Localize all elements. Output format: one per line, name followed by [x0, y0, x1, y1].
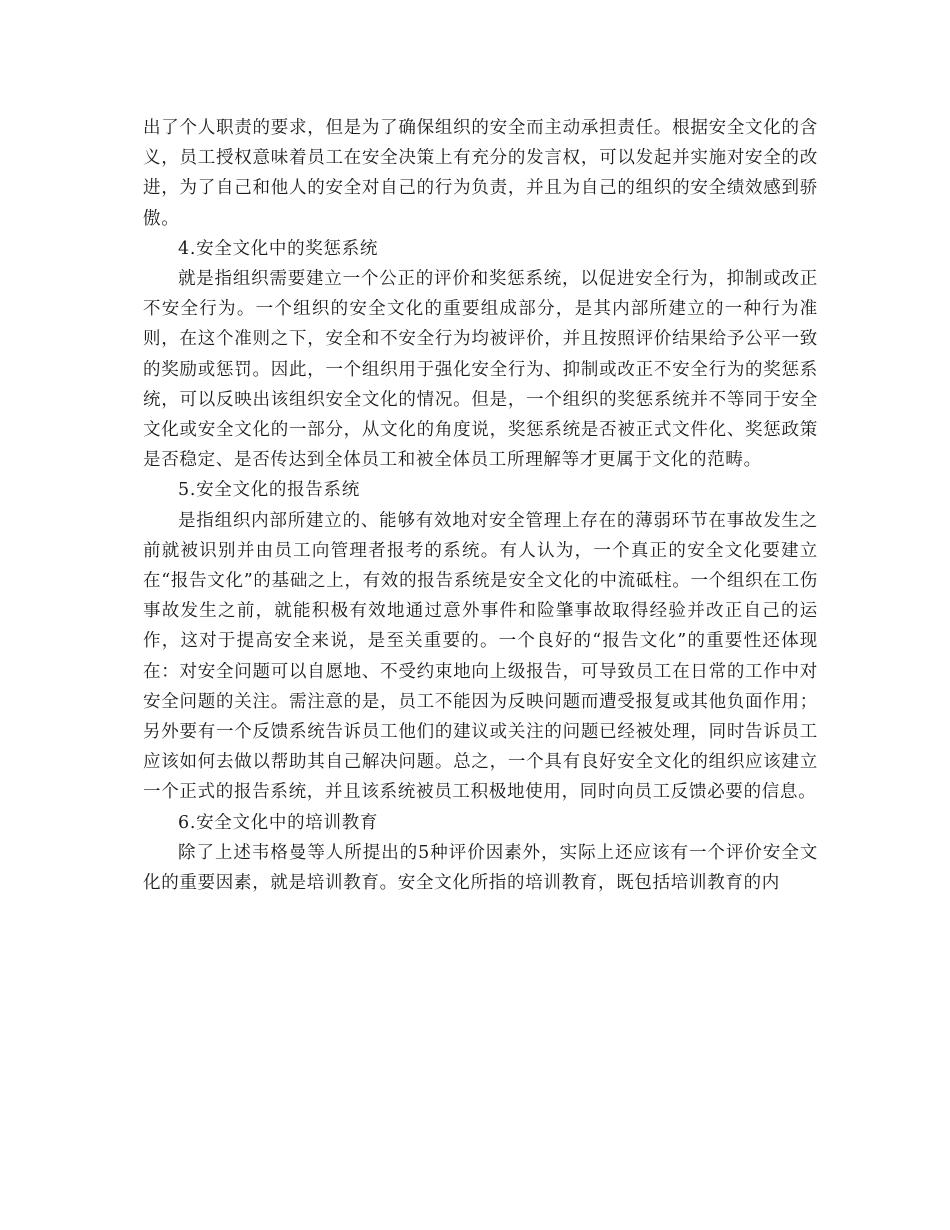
section-heading-training-education: 6.安全文化中的培训教育 — [178, 812, 379, 833]
paragraph-training-education: 除了上述韦格曼等人所提出的5种评价因素外，实际上还应该有一个评价安全文化的重要因素，就是培训教育。安全文化所指的培训教育，既包括培训教育的内 — [143, 842, 818, 894]
paragraph-reporting-system: 是指组织内部所建立的、能够有效地对安全管理上存在的薄弱环节在事故发生之前就被识别并由员工向管理者报考的系统。有人认为，一个真正的安全文化要建立在“报告文化”的基础之上，有效的报告系统是安全文化的中流砥柱。一个组织在工伤事故发生之前，就能积极有效地通过意外事件和险肇事故取得经验并改正自己的运作，这对于提高安全来说，是至关重要的。一个良好的“报告文化”的重要性还体现在：对安全问题可以自愿地、不受约束地向上级报告，可导致员工在日常的工作中对安全问题的关注。需注意的是，员工不能因为反映问题而遭受报复或其他负面作用；另外要有一个反馈系统告诉员工他们的建议或关注的问题已经被处理，同时告诉员工应该如何去做以帮助其自己解决问题。总之，一个具有良好安全文化的组织应该建立一个正式的报告系统，并且该系统被员工积极地使用，同时向员工反馈必要的信息。 — [143, 510, 818, 803]
document-page — [143, 113, 818, 898]
paragraph-reward-punishment: 就是指组织需要建立一个公正的评价和奖惩系统，以促进安全行为，抑制或改正不安全行为。一个组织的安全文化的重要组成部分，是其内部所建立的一种行为准则，在这个准则之下，安全和不安全行为均被评价，并且按照评价结果给予公平一致的奖励或惩罚。因此，一个组织用于强化安全行为、抑制或改正不安全行为的奖惩系统，可以反映出该组织安全文化的情况。但是，一个组织的奖惩系统并不等同于安全文化或安全文化的一部分，从文化的角度说，奖惩系统是否被正式文件化、奖惩政策是否稳定、是否传达到全体员工和被全体员工所理解等才更属于文化的范畴。 — [143, 269, 818, 471]
section-heading-reporting-system: 5.安全文化的报告系统 — [178, 480, 360, 501]
section-heading-reward-punishment: 4.安全文化中的奖惩系统 — [178, 238, 379, 259]
paragraph-employee-empowerment-continued: 出了个人职责的要求，但是为了确保组织的安全而主动承担责任。根据安全文化的含义，员工授权意味着员工在安全决策上有充分的发言权，可以发起并实施对安全的改进，为了自己和他人的安全对自己的行为负责，并且为自己的组织的安全绩效感到骄傲。 — [143, 118, 818, 229]
